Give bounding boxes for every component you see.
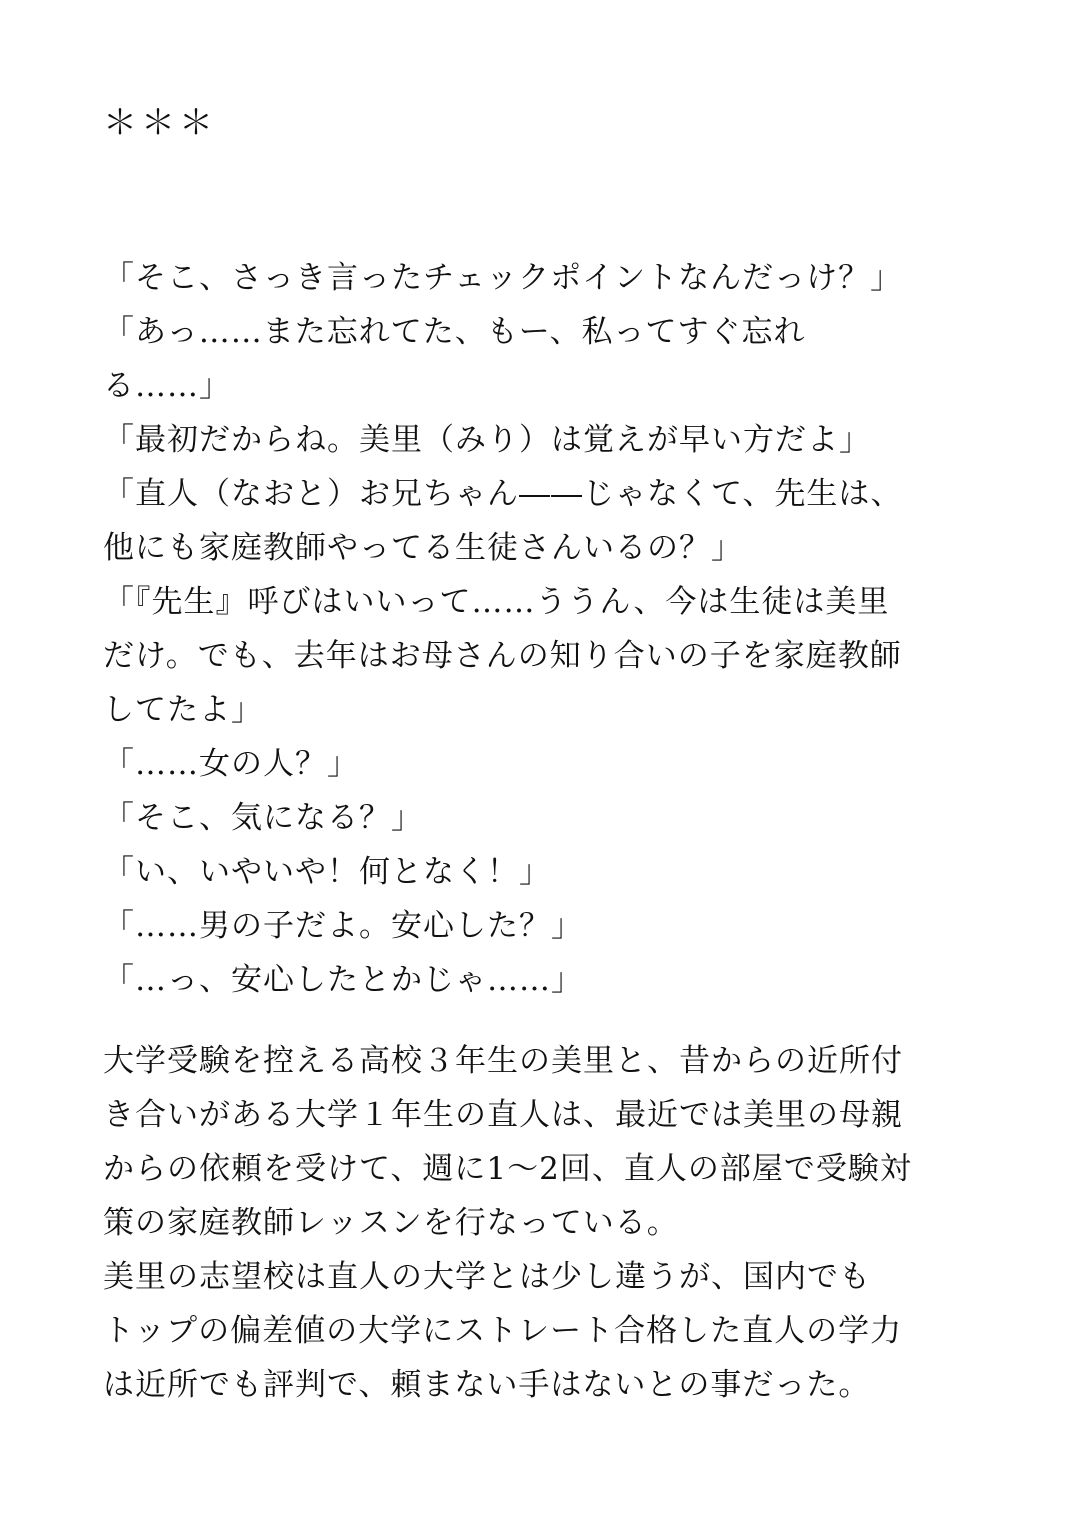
narration-line: 美里の志望校は直人の大学とは少し違うが、国内でも: [103, 1259, 871, 1295]
narration-paragraph: [103, 1034, 963, 1412]
dialogue-line: る……」: [103, 368, 231, 404]
dialogue-line: 「直人（なおと）お兄ちゃん――じゃなくて、先生は、: [103, 476, 903, 512]
narration-line: 大学受験を控える高校３年生の美里と、昔からの近所付: [103, 1043, 903, 1079]
narration-line: き合いがある大学１年生の直人は、最近では美里の母親: [103, 1097, 903, 1133]
dialogue-line: 「『先生』呼びはいいって……ううん、今は生徒は美里: [103, 584, 890, 620]
narration-line: からの依頼を受けて、週に1〜2回、直人の部屋で受験対: [103, 1151, 912, 1187]
dialogue-line: 「そこ、気になる？」: [103, 800, 423, 836]
dialogue-line: 「い、いやいや！何となく！」: [103, 854, 551, 890]
dialogue-line: 他にも家庭教師やってる生徒さんいるの？」: [103, 530, 743, 566]
dialogue-line: 「…っ、安心したとかじゃ……」: [103, 962, 583, 998]
dialogue-line: だけ。でも、去年はお母さんの知り合いの子を家庭教師: [103, 638, 902, 674]
narration-line: は近所でも評判で、頼まない手はないとの事だった。: [103, 1367, 871, 1403]
scene-separator: ＊＊＊: [103, 103, 217, 143]
dialogue-line: 「……男の子だよ。安心した？」: [103, 908, 583, 944]
dialogue-line: してたよ」: [103, 692, 263, 728]
dialogue-line: 「そこ、さっき言ったチェックポイントなんだっけ？」: [103, 260, 903, 296]
dialogue-block: [103, 251, 963, 1007]
dialogue-line: 「……女の人？」: [103, 746, 359, 782]
narration-line: トップの偏差値の大学にストレート合格した直人の学力: [103, 1313, 903, 1349]
dialogue-line: 「最初だからね。美里（みり）は覚えが早い方だよ」: [103, 422, 871, 458]
dialogue-line: 「あっ……また忘れてた、もー、私ってすぐ忘れ: [103, 314, 806, 350]
narration-line: 策の家庭教師レッスンを行なっている。: [103, 1205, 679, 1241]
